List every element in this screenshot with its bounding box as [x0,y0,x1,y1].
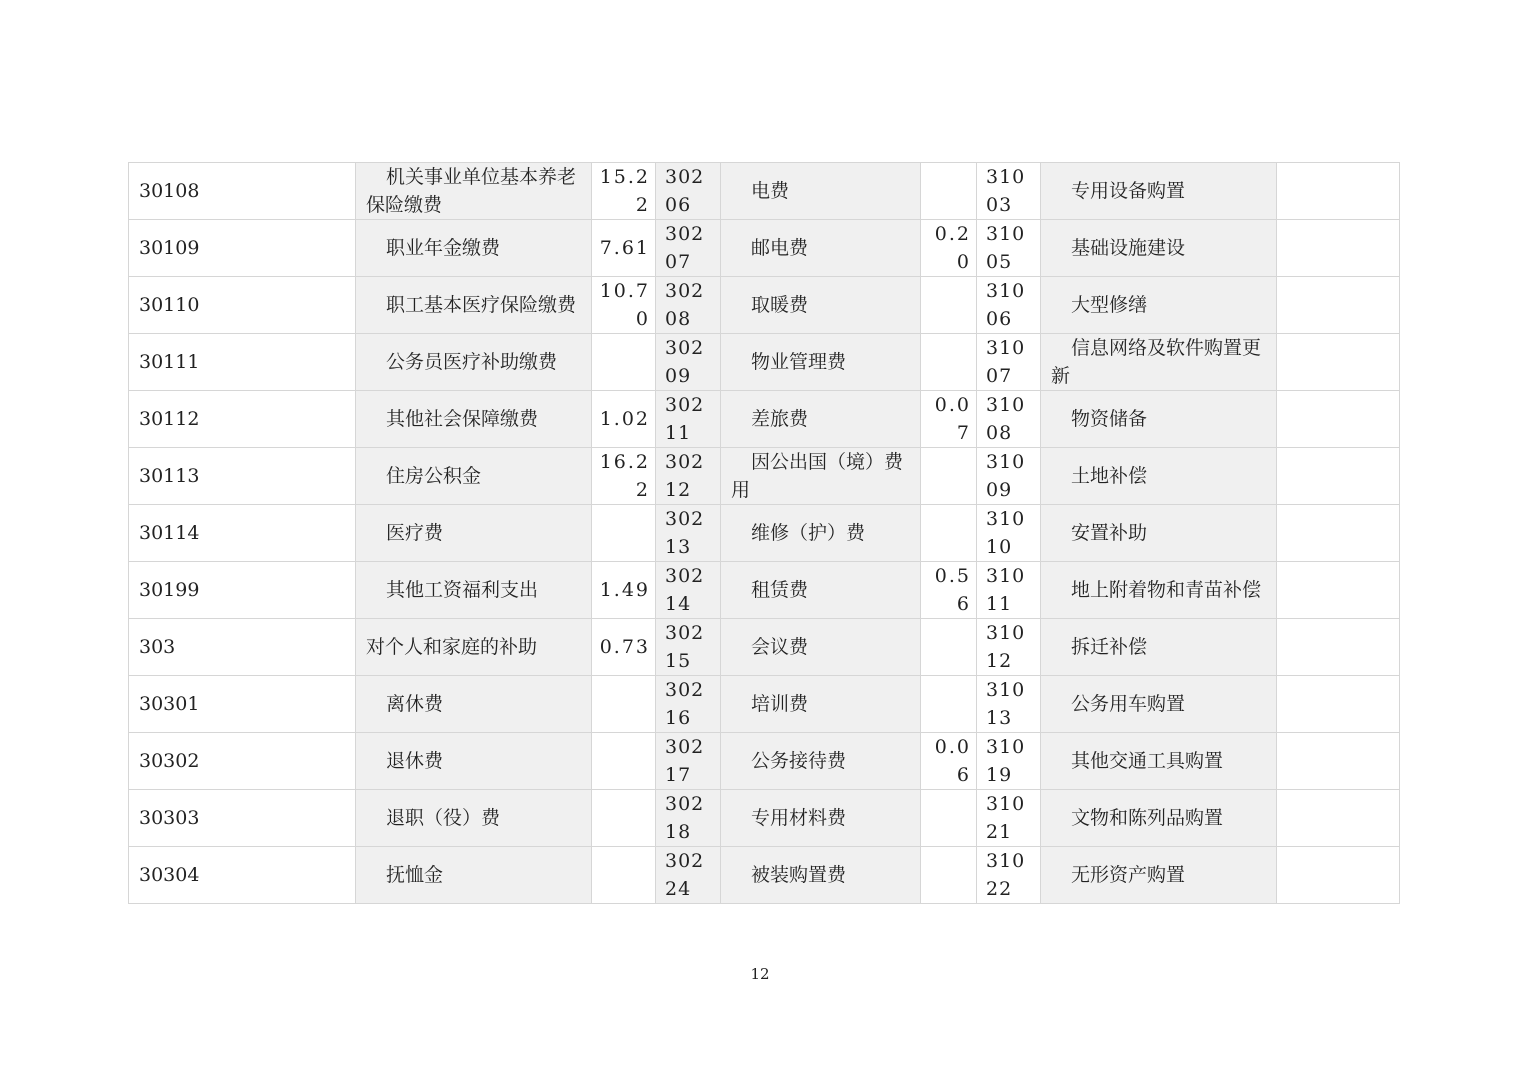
econ-name-cell: 差旅费 [721,391,921,448]
table-row [129,676,1400,733]
amount-cell [592,847,656,904]
econ-name-cell: 其他交通工具购置 [1041,733,1277,790]
econ-code-cell: 30218 [656,790,721,847]
econ-code-cell: 31008 [977,391,1041,448]
amount-cell [1277,448,1400,505]
econ-code-cell: 30113 [129,448,356,505]
econ-name-cell: 医疗费 [356,505,592,562]
econ-code-cell: 30209 [656,334,721,391]
econ-code-cell: 30108 [129,163,356,220]
page-number: 12 [750,965,770,983]
amount-cell [1277,277,1400,334]
econ-code-cell: 30217 [656,733,721,790]
econ-name-cell: 物业管理费 [721,334,921,391]
econ-name-cell: 专用材料费 [721,790,921,847]
econ-code-cell: 30301 [129,676,356,733]
econ-code-cell: 31022 [977,847,1041,904]
econ-name-cell: 职业年金缴费 [356,220,592,277]
econ-code-cell: 31007 [977,334,1041,391]
amount-cell: 15.22 [592,163,656,220]
econ-name-cell: 拆迁补偿 [1041,619,1277,676]
econ-name-cell: 机关事业单位基本养老保险缴费 [356,163,592,220]
econ-code-cell: 31010 [977,505,1041,562]
amount-cell: 1.02 [592,391,656,448]
econ-name-cell: 公务用车购置 [1041,676,1277,733]
table-row [129,334,1400,391]
amount-cell [921,448,977,505]
table-row [129,505,1400,562]
econ-name-cell: 其他社会保障缴费 [356,391,592,448]
econ-name-cell: 大型修缮 [1041,277,1277,334]
econ-code-cell: 30216 [656,676,721,733]
econ-name-cell: 信息网络及软件购置更新 [1041,334,1277,391]
econ-name-cell: 租赁费 [721,562,921,619]
amount-cell [1277,220,1400,277]
econ-code-cell: 30213 [656,505,721,562]
econ-code-cell: 30109 [129,220,356,277]
amount-cell: 0.73 [592,619,656,676]
amount-cell: 10.70 [592,277,656,334]
table-row [129,163,1400,220]
table-row [129,790,1400,847]
amount-cell [592,334,656,391]
amount-cell: 16.22 [592,448,656,505]
econ-code-cell: 30112 [129,391,356,448]
econ-name-cell: 安置补助 [1041,505,1277,562]
amount-cell [921,334,977,391]
amount-cell [921,163,977,220]
econ-code-cell: 303 [129,619,356,676]
econ-name-cell: 维修（护）费 [721,505,921,562]
table-row [129,277,1400,334]
amount-cell [921,790,977,847]
econ-name-cell: 电费 [721,163,921,220]
amount-cell [1277,334,1400,391]
econ-code-cell: 30212 [656,448,721,505]
amount-cell [921,277,977,334]
econ-code-cell: 30199 [129,562,356,619]
table-row [129,733,1400,790]
econ-code-cell: 30304 [129,847,356,904]
econ-name-cell: 其他工资福利支出 [356,562,592,619]
amount-cell: 0.56 [921,562,977,619]
amount-cell [921,676,977,733]
econ-name-cell: 文物和陈列品购置 [1041,790,1277,847]
amount-cell [592,676,656,733]
econ-name-cell: 公务接待费 [721,733,921,790]
table-row [129,220,1400,277]
amount-cell [1277,676,1400,733]
econ-code-cell: 31005 [977,220,1041,277]
econ-code-cell: 30214 [656,562,721,619]
econ-code-cell: 30215 [656,619,721,676]
econ-code-cell: 31009 [977,448,1041,505]
amount-cell: 0.20 [921,220,977,277]
amount-cell [592,733,656,790]
econ-name-cell: 物资储备 [1041,391,1277,448]
econ-name-cell: 无形资产购置 [1041,847,1277,904]
amount-cell [1277,790,1400,847]
amount-cell [921,619,977,676]
econ-code-cell: 31021 [977,790,1041,847]
econ-code-cell: 30211 [656,391,721,448]
amount-cell: 0.06 [921,733,977,790]
econ-code-cell: 30207 [656,220,721,277]
amount-cell [1277,163,1400,220]
econ-code-cell: 31012 [977,619,1041,676]
econ-code-cell: 30224 [656,847,721,904]
table-row [129,847,1400,904]
econ-name-cell: 抚恤金 [356,847,592,904]
amount-cell [1277,391,1400,448]
econ-name-cell: 地上附着物和青苗补偿 [1041,562,1277,619]
econ-name-cell: 对个人和家庭的补助 [356,619,592,676]
amount-cell [1277,505,1400,562]
econ-name-cell: 住房公积金 [356,448,592,505]
econ-name-cell: 离休费 [356,676,592,733]
econ-name-cell: 被装购置费 [721,847,921,904]
econ-name-cell: 土地补偿 [1041,448,1277,505]
amount-cell [1277,733,1400,790]
amount-cell [592,505,656,562]
econ-code-cell: 30303 [129,790,356,847]
econ-code-cell: 30206 [656,163,721,220]
econ-code-cell: 31013 [977,676,1041,733]
econ-code-cell: 30110 [129,277,356,334]
amount-cell [592,790,656,847]
econ-code-cell: 30302 [129,733,356,790]
amount-cell [1277,562,1400,619]
econ-code-cell: 30114 [129,505,356,562]
econ-name-cell: 专用设备购置 [1041,163,1277,220]
amount-cell: 1.49 [592,562,656,619]
econ-name-cell: 培训费 [721,676,921,733]
table-row [129,391,1400,448]
econ-code-cell: 30111 [129,334,356,391]
econ-name-cell: 基础设施建设 [1041,220,1277,277]
table-row [129,619,1400,676]
table-row [129,448,1400,505]
econ-code-cell: 31003 [977,163,1041,220]
econ-code-cell: 31006 [977,277,1041,334]
econ-name-cell: 邮电费 [721,220,921,277]
amount-cell [921,847,977,904]
econ-name-cell: 退职（役）费 [356,790,592,847]
amount-cell [1277,847,1400,904]
econ-name-cell: 公务员医疗补助缴费 [356,334,592,391]
econ-code-cell: 31011 [977,562,1041,619]
econ-name-cell: 会议费 [721,619,921,676]
econ-code-cell: 31019 [977,733,1041,790]
econ-name-cell: 职工基本医疗保险缴费 [356,277,592,334]
table-row [129,562,1400,619]
amount-cell [921,505,977,562]
econ-name-cell: 因公出国（境）费用 [721,448,921,505]
econ-name-cell: 退休费 [356,733,592,790]
econ-code-cell: 30208 [656,277,721,334]
econ-name-cell: 取暖费 [721,277,921,334]
amount-cell: 0.07 [921,391,977,448]
amount-cell: 7.61 [592,220,656,277]
budget-expenditure-table [128,162,1400,904]
amount-cell [1277,619,1400,676]
